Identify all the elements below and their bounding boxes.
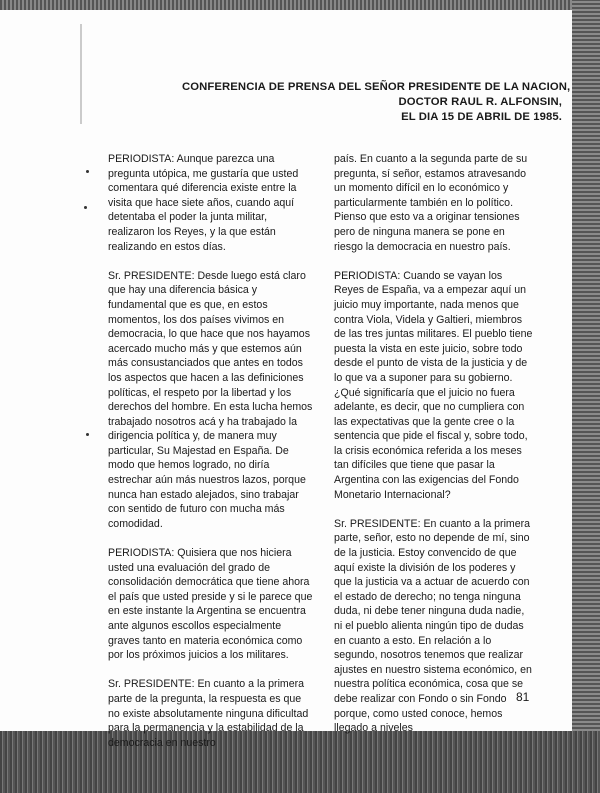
header-line-1: CONFERENCIA DE PRENSA DEL SEÑOR PRESIDENTE DE LA NACION, [182, 81, 571, 93]
right-column [334, 152, 534, 750]
page-number: 81 [516, 690, 530, 704]
paragraph-answer-2-start: Sr. PRESIDENTE: En cuanto a la primera parte de la pregunta, la respuesta es que no existe absolutamente ninguna dificultad para la permanencia y la estabilidad de la democracia en nuestro [108, 678, 309, 749]
paragraph-answer-1: Sr. PRESIDENTE: Desde luego está claro que hay una diferencia básica y fundamental que es que, en estos momentos, los dos países vivimos en democracia, lo que hace que nos hayamos acercado mucho más y que estemos aún más consustanciados que antes en todos los aspectos que hacen a las definiciones políticas, el respeto por la libertad y los derechos del hombre. En esta lucha hemos trabajado nosotros acá y ha trabajado la dirigencia política y, de manera muy particular, Su Majestad en España. De modo que hemos logrado, no diría estrechar aún más nuestros lazos, porque nunca han estado alejados, sino trabajar con sentido de futuro con mucha más comodidad. [108, 269, 313, 530]
paragraph-answer-3: Sr. PRESIDENTE: En cuanto a la primera parte, señor, esto no depende de mí, sino de la justicia. Estoy convencido de que aquí existe la división de los poderes y que la justicia va a actuar de acuerdo con el estado de derecho; no tenga ninguna duda, ni debe tener ninguna duda nadie, ni el pueblo alienta ningún tipo de dudas en cuanto a esto. En relación a lo segundo, nosotros tenemos que realizar ajustes en nuestro sistema económico, en nuestra política económica, cosa que se debe realizar con Fondo o sin Fondo porque, como usted conoce, hemos llegado a niveles [334, 517, 532, 735]
binding-edge [80, 24, 90, 124]
paragraph-question-2: PERIODISTA: Quisiera que nos hiciera usted una evaluación del grado de consolidación democrática que tiene ahora el país que usted preside y si le parece que en este instante la Argentina se encuentra ante algunos escollos especialmente graves tanto en materia económica como por los próximos juicios a los militares. [108, 547, 313, 662]
document-header [182, 80, 571, 125]
punch-mark [84, 206, 87, 209]
paragraph-question-3: PERIODISTA: Cuando se vayan los Reyes de España, va a empezar aquí un juicio muy importante, nada menos que contra Viola, Videla y Galtieri, miembros de las tres juntas militares. El pueblo tiene puesta la vista en este juicio, sobre todo desde el punto de vista de la justicia y de lo que va a suponer para su gobierno. ¿Qué significaría que el juicio no fuera adelante, es decir, que no cumpliera con las expectativas que la gente cree o la sentencia que pide el fiscal y, sobre todo, la crisis económica referida a los meses tan difíciles que tiene que pasar la Argentina con las exigencias del Fondo Monetario Internacional? [334, 269, 533, 501]
paragraph-answer-2-end: país. En cuanto a la segunda parte de su pregunta, sí señor, estamos atravesando un momento difícil en lo económico y particularmente también en lo político. Pienso que esto va a originar tensiones pero de ninguna manera se pone en riesgo la democracia en nuestro país. [334, 153, 528, 253]
left-column [108, 152, 313, 765]
header-line-2: DOCTOR RAUL R. ALFONSIN, [398, 96, 562, 108]
paragraph-question-1: PERIODISTA: Aunque parezca una pregunta utópica, me gustaría que usted comentara qué diferencia existe entre la visita que hace siete años, cuando aquí detentaba el poder la junta militar, realizaron los Reyes, y la que están realizando en estos días. [108, 153, 299, 253]
header-line-3: EL DIA 15 DE ABRIL DE 1985. [401, 111, 562, 123]
scan-border-right [572, 0, 600, 793]
scan-border-top [0, 0, 600, 10]
punch-mark [86, 170, 89, 173]
punch-mark [86, 433, 89, 436]
